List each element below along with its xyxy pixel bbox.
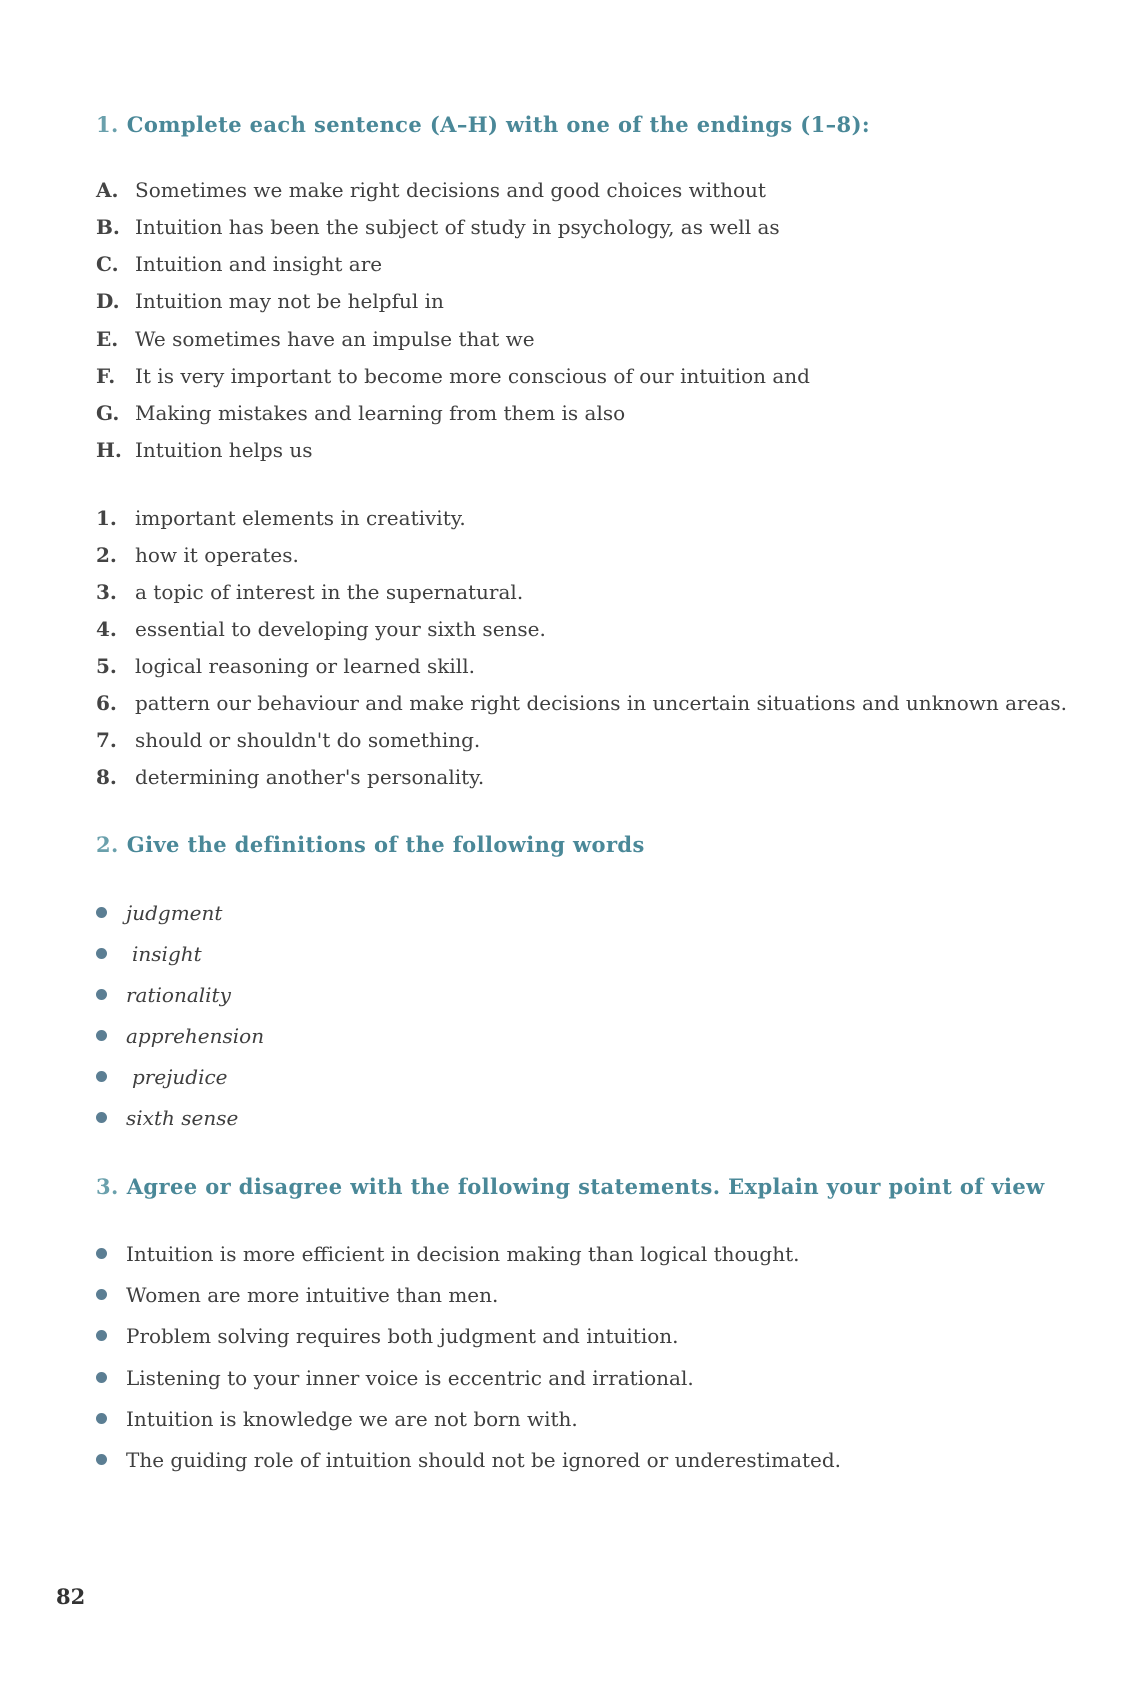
task-3-heading (96, 1174, 1045, 1199)
statement-item (96, 1407, 578, 1431)
ending-row (96, 728, 480, 752)
ending-row (96, 765, 484, 789)
sentence-text: Intuition helps us (135, 438, 313, 462)
ending-row (96, 506, 466, 530)
sentence-text: We sometimes have an impulse that we (135, 327, 535, 351)
bullet-icon (96, 1289, 107, 1300)
ending-key: 8. (96, 765, 117, 789)
task-3-title: Agree or disagree with the following statements. Explain your point of view (126, 1174, 1045, 1199)
sentence-text: Intuition and insight are (135, 252, 383, 276)
word-item (96, 1065, 228, 1089)
statement-text: Intuition is knowledge we are not born with. (126, 1407, 578, 1431)
sentence-key: A. (96, 178, 119, 202)
statement-item (96, 1242, 800, 1266)
word-text: prejudice (132, 1065, 228, 1089)
ending-row (96, 543, 299, 567)
sentence-key: F. (96, 364, 116, 388)
ending-row (96, 617, 546, 641)
word-item (96, 901, 222, 925)
sentence-key: G. (96, 401, 120, 425)
ending-key: 1. (96, 506, 117, 530)
ending-text: how it operates. (135, 543, 299, 567)
sentence-key: B. (96, 215, 120, 239)
statement-item (96, 1366, 694, 1390)
statement-item (96, 1324, 679, 1348)
statement-text: Listening to your inner voice is eccentric and irrational. (126, 1366, 694, 1390)
sentence-text: Sometimes we make right decisions and good choices without (135, 178, 766, 202)
ending-text: determining another's personality. (135, 765, 485, 789)
statement-text: Women are more intuitive than men. (126, 1283, 499, 1307)
task-3-number: 3. (96, 1174, 119, 1199)
statement-item (96, 1283, 498, 1307)
bullet-icon (96, 1071, 107, 1082)
bullet-icon (96, 1030, 107, 1041)
sentence-row (96, 438, 313, 462)
ending-row (96, 580, 523, 604)
sentence-row (96, 252, 382, 276)
word-item (96, 942, 202, 966)
sentence-row (96, 401, 625, 425)
bullet-icon (96, 1330, 107, 1341)
ending-text: pattern our behaviour and make right decisions in uncertain situations and unknown areas. (135, 691, 1067, 715)
word-text: rationality (126, 983, 231, 1007)
ending-text: essential to developing your sixth sense. (135, 617, 546, 641)
sentence-text: Intuition has been the subject of study in psychology, as well as (135, 215, 780, 239)
bullet-icon (96, 1248, 107, 1259)
task-2-title: Give the definitions of the following words (126, 832, 645, 857)
sentence-key: H. (96, 438, 122, 462)
sentence-key: D. (96, 289, 120, 313)
statement-text: Problem solving requires both judgment and intuition. (126, 1324, 679, 1348)
ending-text: a topic of interest in the supernatural. (135, 580, 524, 604)
task-2-heading (96, 832, 645, 857)
bullet-icon (96, 989, 107, 1000)
task-1-title: Complete each sentence (A–H) with one of the endings (1–8): (126, 112, 871, 137)
ending-text: should or shouldn't do something. (135, 728, 481, 752)
bullet-icon (96, 1413, 107, 1424)
word-text: insight (132, 942, 202, 966)
task-1-number: 1. (96, 112, 119, 137)
sentence-text: Intuition may not be helpful in (135, 289, 444, 313)
word-item (96, 983, 231, 1007)
ending-key: 4. (96, 617, 117, 641)
sentence-key: E. (96, 327, 119, 351)
ending-key: 6. (96, 691, 117, 715)
statement-text: The guiding role of intuition should not be ignored or underestimated. (126, 1448, 842, 1472)
task-2-number: 2. (96, 832, 119, 857)
sentence-key: C. (96, 252, 119, 276)
word-text: apprehension (126, 1024, 265, 1048)
ending-row (96, 691, 1067, 715)
ending-key: 3. (96, 580, 117, 604)
ending-key: 2. (96, 543, 117, 567)
sentence-row (96, 327, 535, 351)
sentence-row (96, 289, 444, 313)
ending-key: 5. (96, 654, 117, 678)
statement-item (96, 1448, 841, 1472)
statement-text: Intuition is more efficient in decision making than logical thought. (126, 1242, 800, 1266)
ending-text: logical reasoning or learned skill. (135, 654, 475, 678)
ending-text: important elements in creativity. (135, 506, 466, 530)
bullet-icon (96, 1372, 107, 1383)
sentence-text: It is very important to become more conscious of our intuition and (135, 364, 810, 388)
bullet-icon (96, 1112, 107, 1123)
word-item (96, 1106, 238, 1130)
sentence-text: Making mistakes and learning from them is also (135, 401, 626, 425)
task-1-heading (96, 112, 870, 137)
bullet-icon (96, 907, 107, 918)
sentence-row (96, 215, 780, 239)
bullet-icon (96, 1454, 107, 1465)
page-number: 82 (56, 1584, 86, 1609)
sentence-row (96, 364, 810, 388)
ending-key: 7. (96, 728, 117, 752)
word-text: judgment (126, 901, 223, 925)
word-item (96, 1024, 264, 1048)
word-text: sixth sense (126, 1106, 239, 1130)
ending-row (96, 654, 475, 678)
bullet-icon (96, 948, 107, 959)
sentence-row (96, 178, 766, 202)
